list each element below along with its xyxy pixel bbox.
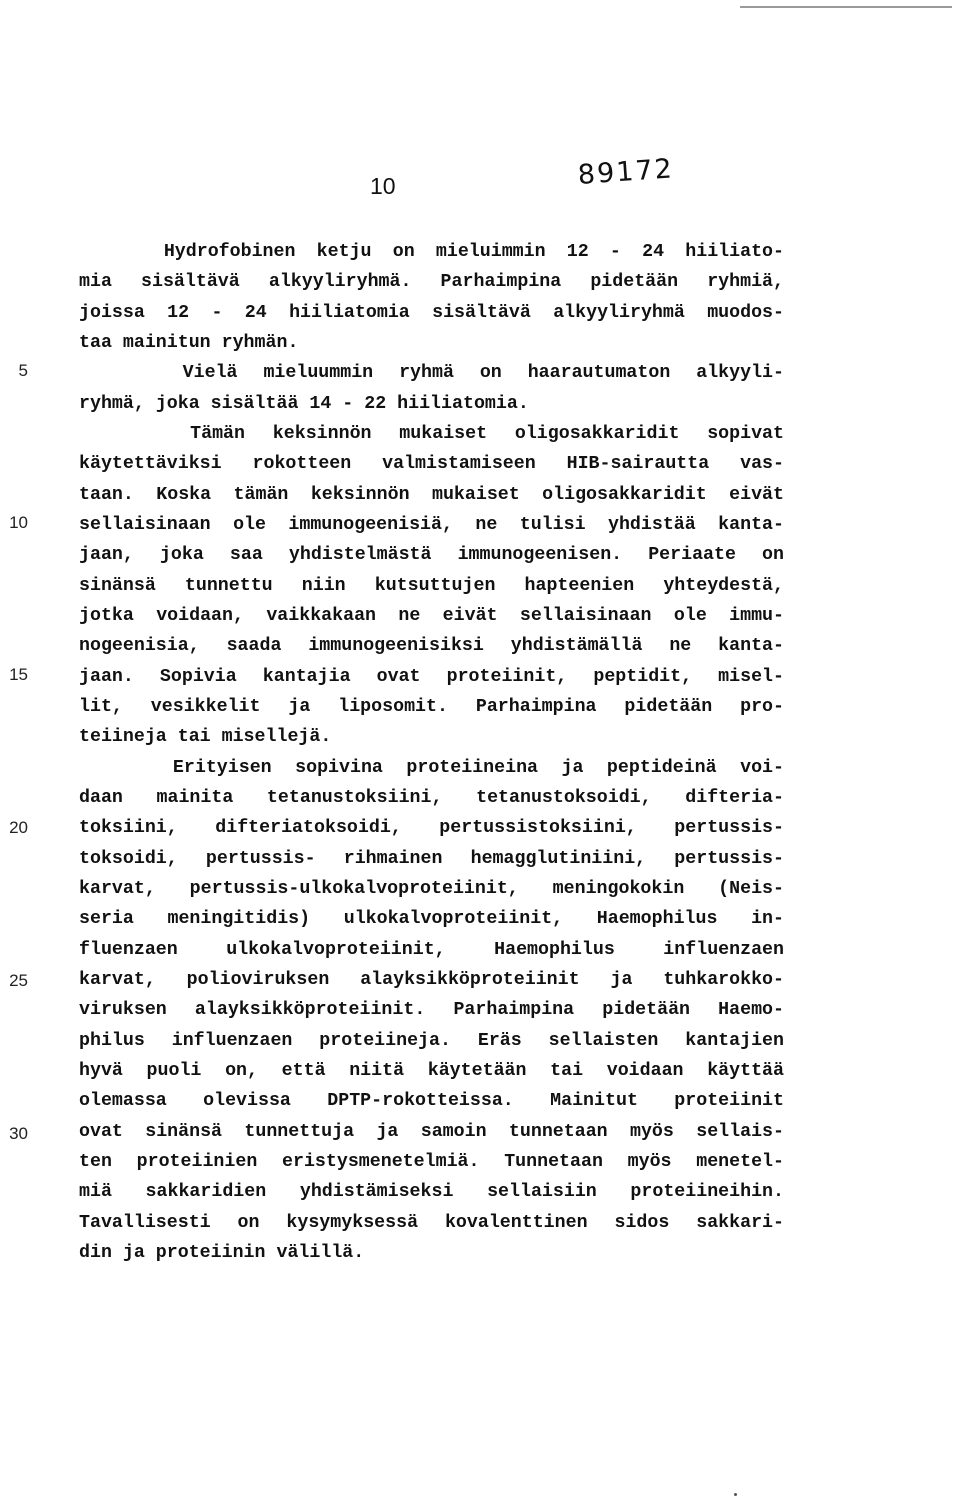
text-line: Erityisen sopivina proteiineina ja peptideinä voi- [79,757,784,778]
text-line: joissa 12 - 24 hiiliatomia sisältävä alkyyliryhmä muodos- [79,302,784,323]
text-line: fluenzaen ulkokalvoproteiinit, Haemophilus influenzaen [79,939,784,960]
text-line: karvat, pertussis-ulkokalvoproteiinit, meningokokin (Neis- [79,878,784,899]
text-line: teiineja tai misellejä. [79,727,332,748]
text-line: viruksen alayksikköproteiinit. Parhaimpina pidetään Haemo- [79,1000,784,1021]
text-line: olemassa olevissa DPTP-rokotteissa. Mainitut proteiinit [79,1091,784,1112]
margin-line-number: 30 [9,1124,28,1143]
text-line: karvat, polioviruksen alayksikköproteiinit ja tuhkarokko- [79,969,784,990]
text-line: mia sisältävä alkyyliryhmä. Parhaimpina pidetään ryhmiä, [79,272,784,293]
text-line: jaan, joka saa yhdistelmästä immunogeenisen. Periaate on [79,545,784,566]
text-line: ten proteiinien eristysmenetelmiä. Tunnetaan myös menetel- [79,1151,784,1172]
text-line: hyvä puoli on, että niitä käytetään tai voidaan käyttää [79,1060,784,1081]
text-line: sinänsä tunnettu niin kutsuttujen hapteenien yhteydestä, [79,575,784,596]
text-line: seria meningitidis) ulkokalvoproteiinit, Haemophilus in- [79,909,784,930]
text-line: taa mainitun ryhmän. [79,332,299,353]
text-line: toksiini, difteriatoksoidi, pertussistoksiini, pertussis- [79,818,784,839]
text-line: jaan. Sopivia kantajia ovat proteiinit, peptidit, misel- [79,666,784,687]
text-line: Tämän keksinnön mukaiset oligosakkaridit sopivat [79,423,784,444]
text-line: Tavallisesti on kysymyksessä kovalenttinen sidos sakkari- [79,1212,784,1233]
text-line: Hydrofobinen ketju on mieluimmin 12 - 24 hiiliato- [79,242,784,262]
text-line: Vielä mieluummin ryhmä on haarautumaton alkyyli- [79,363,784,384]
text-line: nogeenisia, saada immunogeenisiksi yhdistämällä ne kanta- [79,636,784,657]
margin-line-number: 5 [18,361,28,380]
text-line: käytettäviksi rokotteen valmistamiseen HIB-sairautta vas- [79,454,784,475]
text-line: din ja proteiinin välillä. [79,1242,365,1263]
text-line: toksoidi, pertussis- rihmainen hemagglutiniini, pertussis- [79,848,784,869]
text-line: philus influenzaen proteiineja. Eräs sellaisten kantajien [79,1030,784,1051]
document-number: 89172 [576,153,675,191]
text-line: lit, vesikkelit ja liposomit. Parhaimpina pidetään pro- [79,696,784,717]
text-line: sellaisinaan ole immunogeenisiä, ne tulisi yhdistää kanta- [79,514,784,535]
text-line: taan. Koska tämän keksinnön mukaiset oligosakkaridit eivät [79,484,784,505]
margin-line-number: 20 [9,818,28,837]
margin-line-number: 10 [9,513,28,532]
text-line: miä sakkaridien yhdistämiseksi sellaisiin proteiineihin. [79,1182,784,1203]
top-edge-rule [740,6,952,8]
page-number: 10 [370,173,396,199]
text-line: ovat sinänsä tunnettuja ja samoin tunnetaan myös sellais- [79,1121,784,1142]
body-text [79,237,784,1268]
text-line: jotka voidaan, vaikkakaan ne eivät sellaisinaan ole immu- [79,605,784,626]
scan-speck [734,1493,737,1496]
text-line: daan mainita tetanustoksiini, tetanustoksoidi, difteria- [79,787,784,808]
margin-line-number: 25 [9,971,28,990]
margin-line-number: 15 [9,665,28,684]
text-line: ryhmä, joka sisältää 14 - 22 hiiliatomia. [79,393,529,414]
